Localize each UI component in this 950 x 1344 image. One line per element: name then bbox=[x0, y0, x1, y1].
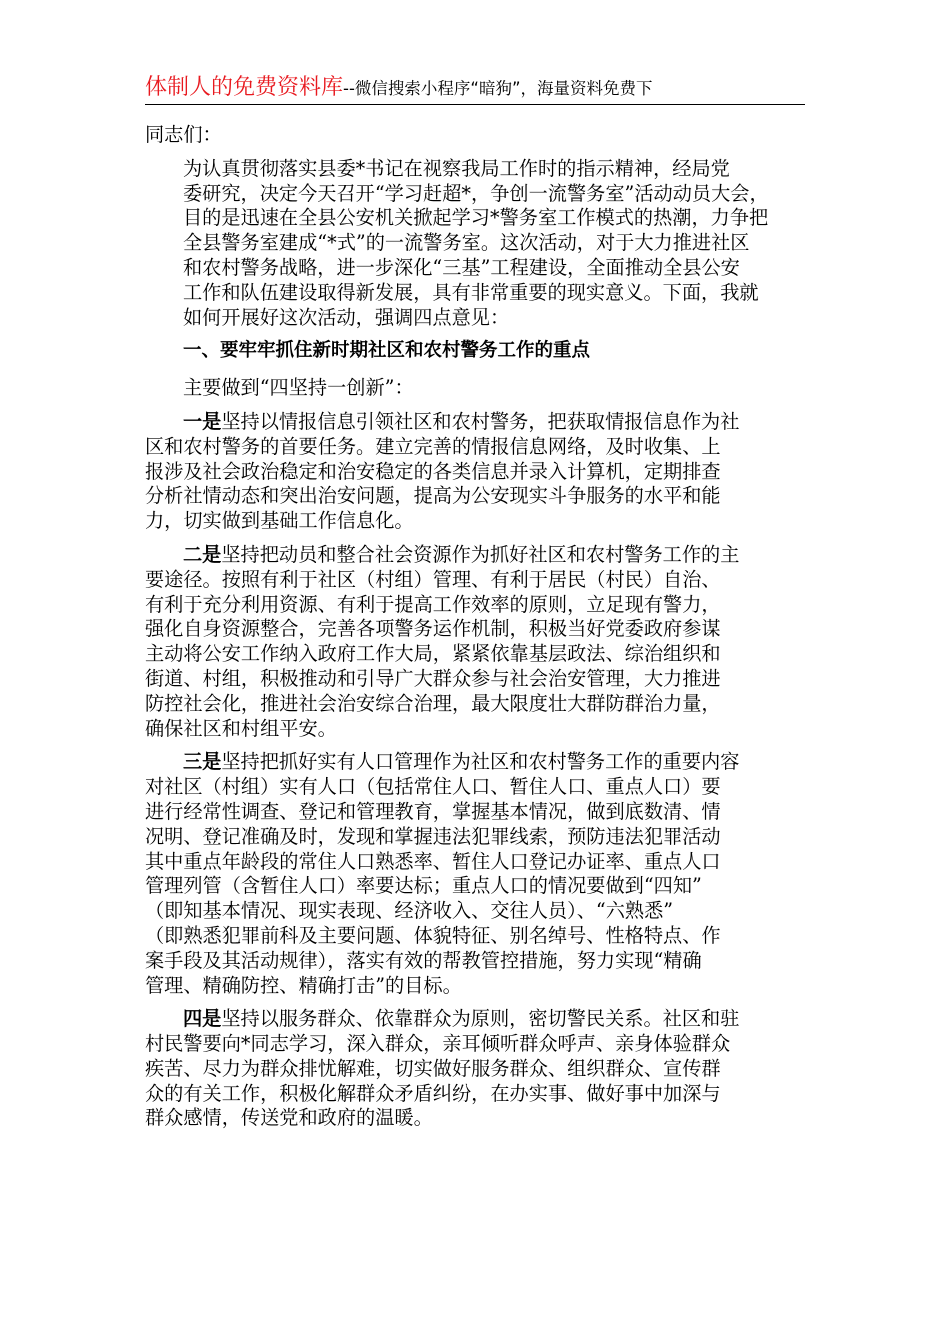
intro-line: 为认真贯彻落实县委*书记在视察我局工作时的指示精神，经局党 bbox=[183, 156, 730, 180]
item-label: 二是 bbox=[183, 542, 222, 566]
item-label: 三是 bbox=[183, 750, 222, 774]
item-text: 坚持把抓好实有人口管理作为社区和农村警务工作的重要内容 bbox=[221, 750, 740, 774]
intro-line: 和农村警务战略，进一步深化“三基”工程建设，全面推动全县公安 bbox=[183, 255, 740, 279]
item-line: 强化自身资源整合，完善各项警务运作机制，积极当好党委政府参谋 bbox=[145, 617, 721, 641]
item-line: 要途径。按照有利于社区（村组）管理、有利于居民（村民）自治、 bbox=[145, 567, 721, 591]
page-header bbox=[145, 70, 805, 105]
item-line: 管理、精确防控、精确打击”的目标。 bbox=[145, 973, 462, 997]
item-first-line bbox=[145, 543, 810, 568]
item-line: 疾苦、尽力为群众排忧解难，切实做好服务群众、组织群众、宣传群 bbox=[145, 1056, 721, 1080]
item-line: 分析社情动态和突出治安问题，提高为公安现实斗争服务的水平和能 bbox=[145, 484, 721, 508]
item-line: 区和农村警务的首要任务。建立完善的情报信息网络，及时收集、上 bbox=[145, 434, 721, 458]
item-line: 街道、村组，积极推动和引导广大群众参与社会治安管理，大力推进 bbox=[145, 666, 721, 690]
item-line: 村民警要向*同志学习，深入群众，亲耳倾听群众呼声、亲身体验群众 bbox=[145, 1032, 731, 1056]
item-line: 报涉及社会政治稳定和治安稳定的各类信息并录入计算机，定期排查 bbox=[145, 459, 721, 483]
intro-line: 如何开展好这次活动，强调四点意见： bbox=[183, 305, 510, 329]
item-first-line bbox=[145, 1007, 810, 1032]
intro-line: 工作和队伍建设取得新发展，具有非常重要的现实意义。下面，我就 bbox=[183, 280, 759, 304]
section-heading: 一、要牢牢抓住新时期社区和农村警务工作的重点 bbox=[183, 340, 591, 362]
item-paragraph-1 bbox=[145, 410, 810, 534]
item-line: 确保社区和村组平安。 bbox=[145, 716, 337, 740]
item-line: 有利于充分利用资源、有利于提高工作效率的原则，立足现有警力， bbox=[145, 592, 721, 616]
item-paragraph-2 bbox=[145, 543, 810, 741]
item-text: 坚持把动员和整合社会资源作为抓好社区和农村警务工作的主 bbox=[221, 542, 740, 566]
item-line: 案手段及其活动规律），落实有效的帮教管控措施，努力实现“精确 bbox=[145, 948, 702, 972]
item-line: 主动将公安工作纳入政府工作大局，紧紧依靠基层政法、综治组织和 bbox=[145, 642, 721, 666]
header-note: --微信搜索小程序“暗狗”，海量资料免费下 bbox=[343, 79, 653, 98]
intro-paragraph bbox=[145, 157, 810, 331]
item-line: 防控社会化，推进社会治安综合治理，最大限度壮大群防群治力量， bbox=[145, 691, 721, 715]
item-label: 四是 bbox=[183, 1007, 222, 1031]
item-paragraph-4 bbox=[145, 1007, 810, 1131]
item-line: 进行经常性调查、登记和管理教育，掌握基本情况，做到底数清、情 bbox=[145, 799, 721, 823]
item-paragraph-3 bbox=[145, 750, 810, 998]
item-line: 群众感情，传送党和政府的温暖。 bbox=[145, 1106, 433, 1130]
item-line: 众的有关工作，积极化解群众矛盾纠纷，在办实事、做好事中加深与 bbox=[145, 1081, 721, 1105]
item-line: （即熟悉犯罪前科及主要问题、体貌特征、别名绰号、性格特点、作 bbox=[145, 923, 721, 947]
item-text: 坚持以服务群众、依靠群众为原则，密切警民关系。社区和驻 bbox=[221, 1007, 740, 1031]
header-brand: 体制人的免费资料库 bbox=[145, 75, 344, 100]
document-body bbox=[145, 118, 810, 1140]
intro-line: 目的是迅速在全县公安机关掀起学习*警务室工作模式的热潮，力争把 bbox=[183, 206, 769, 230]
greeting: 同志们： bbox=[145, 123, 222, 146]
item-line: 管理列管（含暂住人口）率要达标；重点人口的情况要做到“四知” bbox=[145, 874, 702, 898]
section-lead: 主要做到“四坚持一创新”： bbox=[183, 376, 414, 400]
item-line: 其中重点年龄段的常住人口熟悉率、暂住人口登记办证率、重点人口 bbox=[145, 849, 721, 873]
item-first-line bbox=[145, 410, 810, 435]
item-line: 力，切实做到基础工作信息化。 bbox=[145, 509, 414, 533]
item-first-line bbox=[145, 750, 810, 775]
item-text: 坚持以情报信息引领社区和农村警务，把获取情报信息作为社 bbox=[221, 409, 740, 433]
item-line: （即知基本情况、现实表现、经济收入、交往人员）、“六熟悉” bbox=[145, 899, 674, 923]
intro-line: 委研究，决定今天召开“学习赶超*，争创一流警务室”活动动员大会， bbox=[183, 181, 769, 205]
item-line: 对社区（村组）实有人口（包括常住人口、暂住人口、重点人口）要 bbox=[145, 775, 721, 799]
item-line: 况明、登记准确及时，发现和掌握违法犯罪线索，预防违法犯罪活动 bbox=[145, 824, 721, 848]
item-label: 一是 bbox=[183, 409, 222, 433]
intro-line: 全县警务室建成“*式”的一流警务室。这次活动，对于大力推进社区 bbox=[183, 231, 750, 255]
